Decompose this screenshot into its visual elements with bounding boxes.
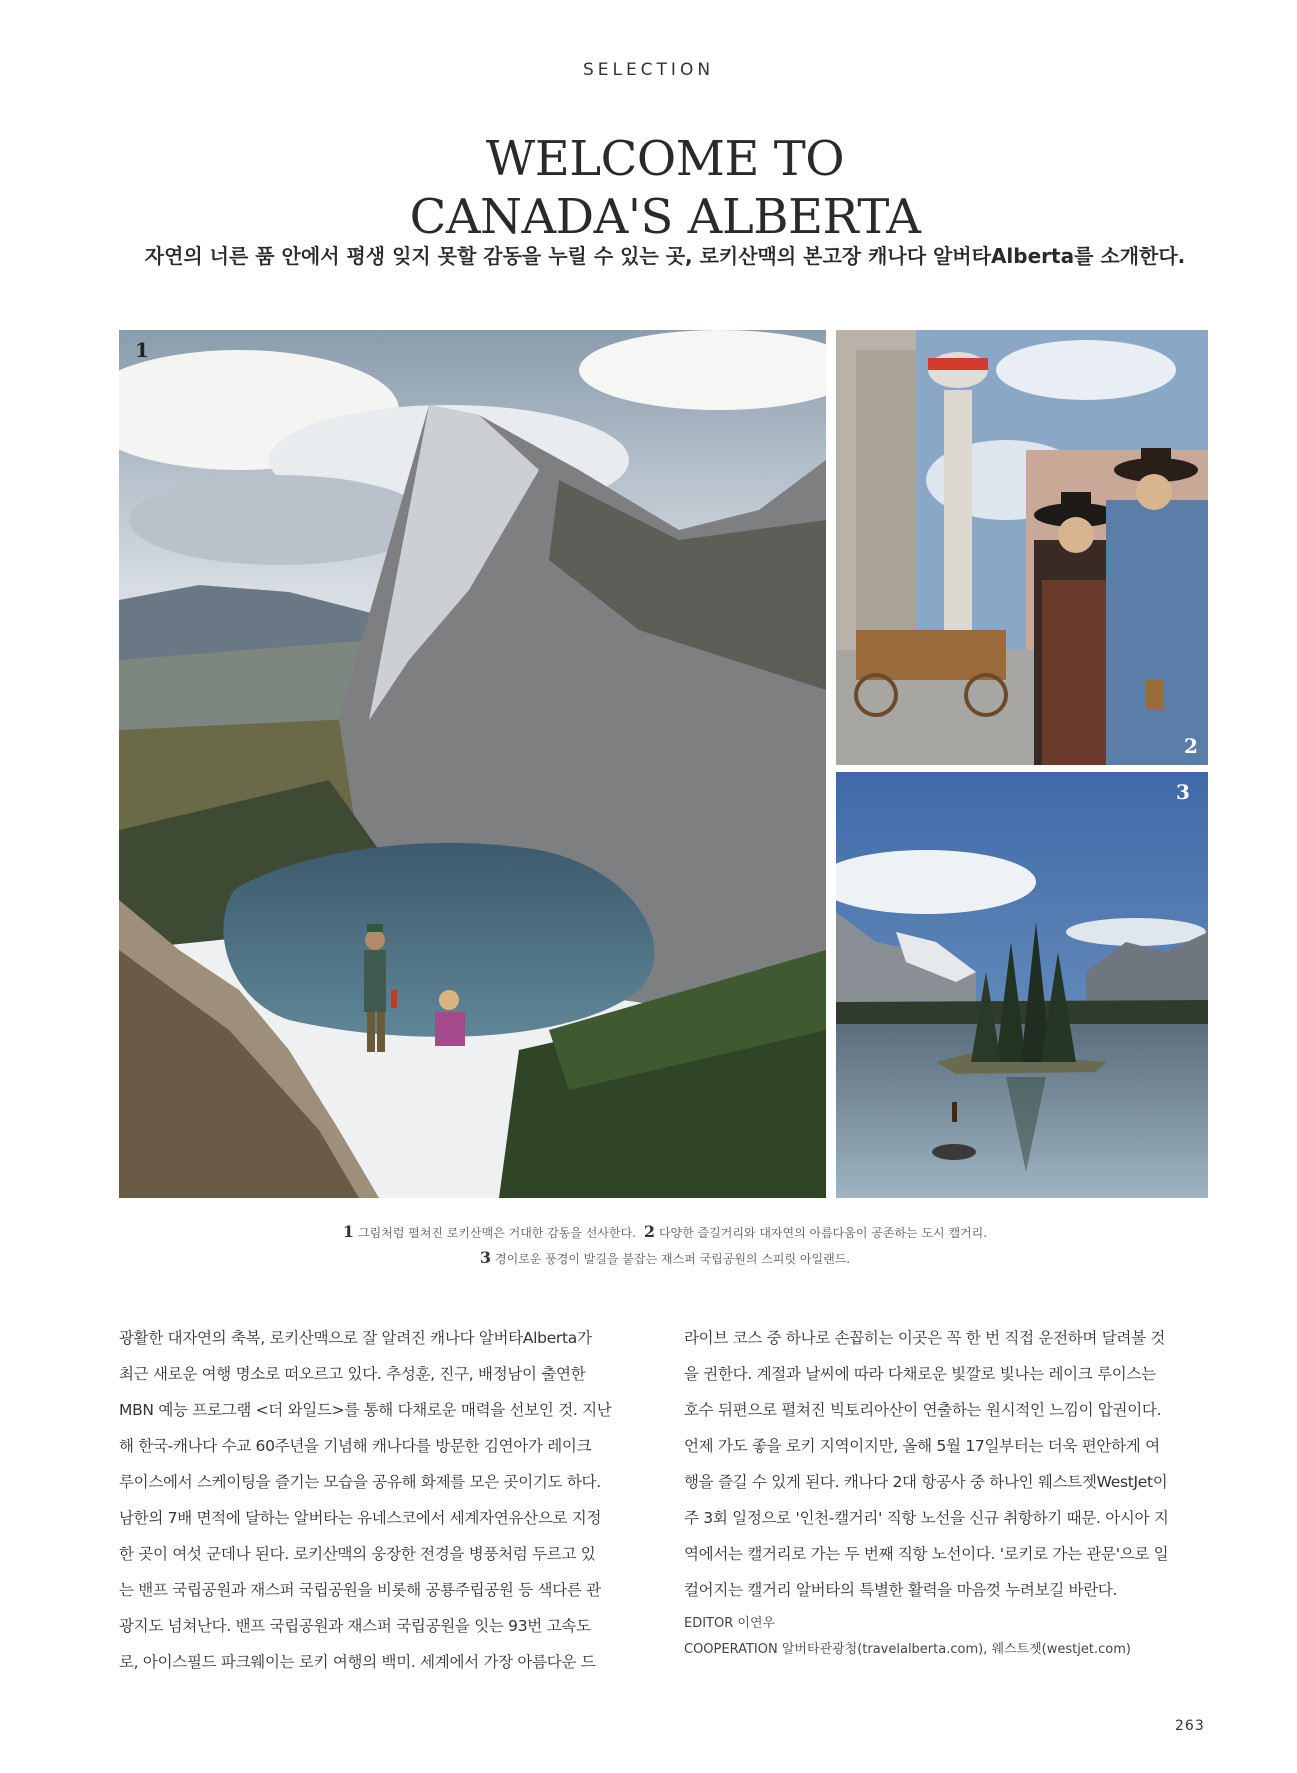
caption-num-3: 3 bbox=[479, 1248, 492, 1267]
body-line: 해 한국-캐나다 수교 60주년을 기념해 캐나다를 방문한 김연아가 레이크 bbox=[119, 1437, 592, 1455]
body-column-right bbox=[684, 1320, 1204, 1608]
body-line: 호수 뒤편으로 펼쳐진 빅토리아산이 연출하는 원시적인 느낌이 압권이다. bbox=[684, 1401, 1162, 1419]
section-label: SELECTION bbox=[582, 60, 715, 80]
body-line: 을 권한다. 계절과 날씨에 따라 다채로운 빛깔로 빛나는 레이크 루이스는 bbox=[684, 1365, 1156, 1383]
body-line: 라이브 코스 중 하나로 손꼽히는 이곳은 꼭 한 번 직접 운전하며 달려볼 것 bbox=[684, 1329, 1166, 1347]
body-line: 한 곳이 여섯 군데나 된다. 로키산맥의 웅장한 전경을 병풍처럼 두르고 있 bbox=[119, 1545, 596, 1563]
body-line: 광지도 넘쳐난다. 밴프 국립공원과 재스퍼 국립공원을 잇는 93번 고속도 bbox=[119, 1617, 591, 1635]
caption-num-1: 1 bbox=[342, 1222, 355, 1241]
body-line: 광활한 대자연의 축복, 로키산맥으로 잘 알려진 캐나다 알버타Alberta가 bbox=[119, 1329, 592, 1347]
body-line: 행을 즐길 수 있게 된다. 캐나다 2대 항공사 중 하나인 웨스트젯WestJet이 bbox=[684, 1473, 1168, 1491]
body-line: 루이스에서 스케이팅을 즐기는 모습을 공유해 화제를 모은 곳이기도 하다. bbox=[119, 1473, 601, 1491]
body-line: 최근 새로운 여행 명소로 떠오르고 있다. 추성훈, 진구, 배정남이 출연한 bbox=[119, 1365, 586, 1383]
page-number: 263 bbox=[1175, 1718, 1205, 1734]
photo-rocky-mountains bbox=[119, 330, 826, 1198]
credit-cooperation: COOPERATION 알버타관광청(travelalberta.com), 웨스트젯(westjet.com) bbox=[684, 1642, 1131, 1657]
caption-text-3: 경이로운 풍경이 발길을 붙잡는 재스퍼 국립공원의 스피릿 아일랜드. bbox=[495, 1252, 851, 1266]
caption-text-1: 그림처럼 펼쳐진 로키산맥은 거대한 감동을 선사한다. bbox=[358, 1226, 636, 1240]
body-line: 컬어지는 캘거리 알버타의 특별한 활력을 마음껏 누려보길 바란다. bbox=[684, 1581, 1118, 1599]
caption-num-2: 2 bbox=[643, 1222, 655, 1241]
credit-editor: EDITOR 이연우 bbox=[684, 1616, 776, 1631]
body-column-left bbox=[119, 1320, 639, 1680]
body-line: 주 3회 일정으로 '인천-캘거리' 직항 노선을 신규 취항하기 때문. 아시아 지 bbox=[684, 1509, 1169, 1527]
photo-number-3: 3 bbox=[1176, 780, 1190, 804]
photo-calgary bbox=[836, 330, 1208, 765]
caption-line-2 bbox=[0, 1248, 1297, 1267]
body-line: 언제 가도 좋을 로키 지역이지만, 올해 5월 17일부터는 더욱 편안하게 여 bbox=[684, 1437, 1160, 1455]
title-line-1: WELCOME TO bbox=[485, 131, 845, 187]
title-line-2: CANADA'S ALBERTA bbox=[409, 189, 921, 245]
body-line: 역에서는 캘거리로 가는 두 번째 직항 노선이다. '로키로 가는 관문'으로 일 bbox=[684, 1545, 1169, 1563]
photo-spirit-island bbox=[836, 772, 1208, 1198]
body-line: 남한의 7배 면적에 달하는 알버타는 유네스코에서 세계자연유산으로 지정 bbox=[119, 1509, 602, 1527]
photo-number-1: 1 bbox=[135, 338, 149, 362]
body-line: 는 밴프 국립공원과 재스퍼 국립공원을 비롯해 공룡주립공원 등 색다른 관 bbox=[119, 1581, 601, 1599]
body-line: MBN 예능 프로그램 <더 와일드>를 통해 다채로운 매력을 선보인 것. 지난 bbox=[119, 1401, 612, 1419]
article-title bbox=[0, 130, 1297, 246]
caption-text-2: 다양한 즐길거리와 대자연의 아름다움이 공존하는 도시 캘거리. bbox=[658, 1226, 988, 1240]
photo-number-2: 2 bbox=[1184, 734, 1198, 758]
caption-line-1 bbox=[0, 1222, 1297, 1241]
article-subtitle: 자연의 너른 품 안에서 평생 잊지 못할 감동을 누릴 수 있는 곳, 로키산맥의 본고장 캐나다 알버타Alberta를 소개한다. bbox=[144, 244, 1186, 268]
body-line: 로, 아이스필드 파크웨이는 로키 여행의 백미. 세계에서 가장 아름다운 드 bbox=[119, 1653, 596, 1671]
